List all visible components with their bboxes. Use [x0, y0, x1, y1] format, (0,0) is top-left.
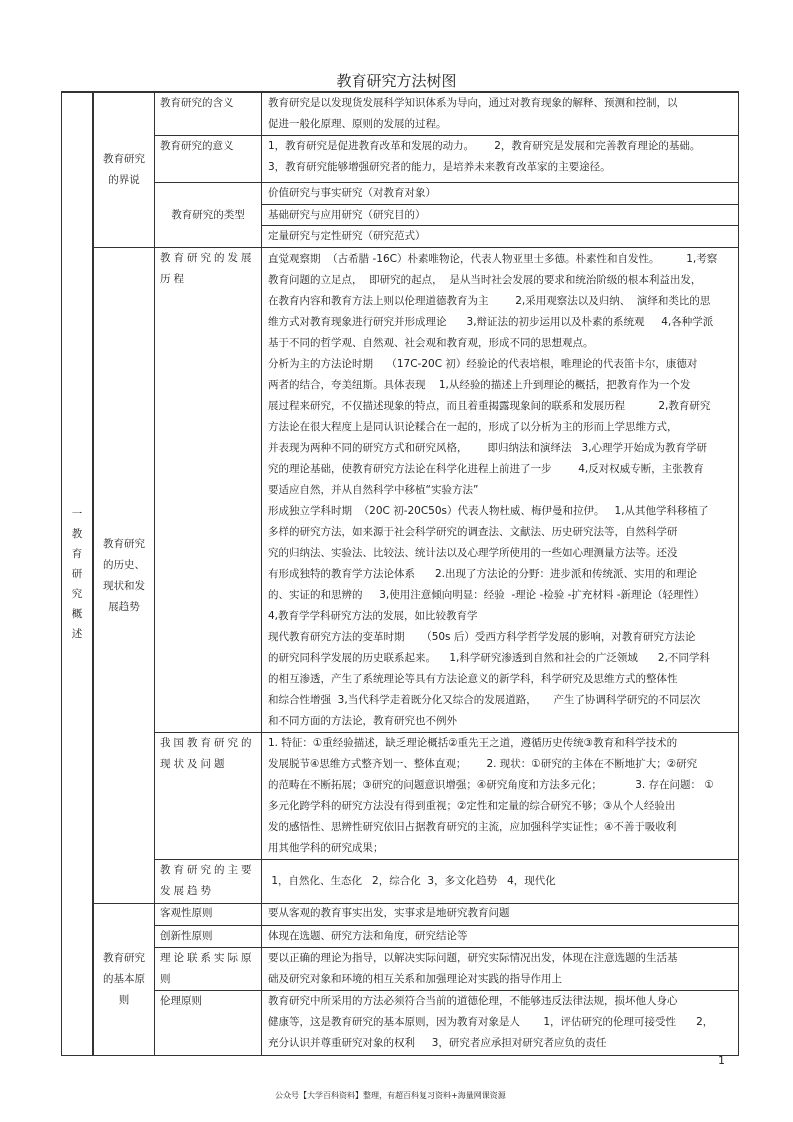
- text-line: 两者的结合，夸美纽斯。具体表现 1,从经验的描述上升到理论的概括，把教育作为一个发: [268, 379, 691, 391]
- text-line: 教育问题的立足点， 即研究的起点， 是从当时社会发展的要求和统治阶级的根本利益出发，: [268, 274, 702, 286]
- row-content: [262, 92, 739, 136]
- section-label: 教育研究的界说: [93, 92, 155, 248]
- text-line: 的、实证的和思辨的 3,使用注意倾向明显：经验 -理论 -检验 -扩充材料 -新理论（轻理性）: [268, 589, 705, 601]
- text-line: 多元化跨学科的研究方法没有得到重视；②定性和定量的综合研究不够；③从个人经验出: [268, 800, 676, 812]
- page-number: 1: [718, 1054, 725, 1067]
- text-line: 基于不同的哲学观、自然观、社会观和教育观，形成不同的思想观点。: [268, 337, 594, 349]
- text-line: 和不同方面的方法论，教育研究也不例外: [268, 715, 457, 727]
- page-title: 教育研究方法树图: [336, 72, 457, 90]
- text-line: 究的理论基础，使教育研究方法论在科学化进程上前进了一步 4,反对权威专断，主张教育: [268, 463, 704, 475]
- section-label: 教育研究的历史、现状和发展趋势: [93, 248, 155, 904]
- row-content: [262, 733, 739, 860]
- text-line: 础及研究对象和环境的相互关系和加强理论对实践的指导作用上: [268, 973, 562, 985]
- row-content: [262, 991, 739, 1056]
- text-line: 健康等，这是教育研究的基本原则，因为教育对象是人 1，评估研究的伦理可接受性 2，: [268, 1016, 714, 1028]
- chapter-text: 一教育研究概述: [71, 508, 83, 640]
- method-tree-table: [61, 91, 739, 1056]
- text-line: 的研究同科学发展的历史联系起来。 1,科学研究渗透到自然和社会的广泛领域 2,不同学科: [268, 652, 710, 664]
- text-line: 直觉观察期 （古希腊 -16C）朴素唯物论，代表人物亚里士多德。朴素性和自发性。 1,考察: [268, 253, 718, 265]
- row-content: [262, 948, 739, 991]
- text-line: 教育研究中所采用的方法必须符合当前的道德伦理，不能够违反法律法规，损坏他人身心: [268, 995, 678, 1007]
- text-line: 教育研究是以发现货发展科学知识体系为导向，通过对教育现象的解释、预测和控制，以: [268, 97, 678, 109]
- text-line: 现代教育研究方法的变革时期 （50s 后）受西方科学哲学发展的影响，对教育研究方法论: [268, 631, 696, 643]
- footer-note: 公众号【大学百科资料】整理，有超百科复习资料+海量网课资源: [275, 1091, 506, 1100]
- text-line: 4,教育学学科研究方法的发展，如比较教育学: [268, 610, 478, 622]
- row-label: 教育研究的发展历程: [155, 248, 262, 733]
- text-line: 充分认识并尊重研究对象的权利 3，研究者应承担对研究者应负的责任: [268, 1037, 607, 1049]
- text-line: 维方式对教育现象进行研究并形成理论 3,辩证法的初步运用以及朴素的系统观 4,各种学派: [268, 316, 714, 328]
- row-label: 教育研究的主要发展趋势: [155, 860, 262, 904]
- row-label: 客观性原则: [155, 904, 262, 926]
- section-label: 教育研究的基本原则: [93, 904, 155, 1056]
- text-line: 促进一般化原理、原则的发展的过程。: [268, 118, 447, 130]
- text-line: 和综合性增强 3,当代科学走着既分化又综合的发展道路， 产生了协调科学研究的不同层次: [268, 694, 701, 706]
- text-line: 要适应自然，并从自然科学中移植“实验方法”: [268, 484, 479, 496]
- text-line: 并表现为两种不同的研究方式和研究风格， 即归纳法和演绎法 3,心理学开始成为教育学研: [268, 442, 708, 454]
- chapter-label: [62, 92, 94, 1056]
- text-line: 有形成独特的教育学方法论体系 2.出现了方法论的分野：进步派和传统派、实用的和理论: [268, 568, 698, 580]
- text-line: 体现在选题、研究方法和角度，研究结论等: [268, 930, 468, 942]
- text-line: 在教育内容和教育方法上则以伦理道德教育为主 2,采用观察法以及归纳、 演绎和类比的思: [268, 295, 711, 307]
- text-line: 形成独立学科时期 （20C 初-20C50s）代表人物杜威、梅伊曼和拉伊。 1,从其他学科移植了: [268, 505, 709, 517]
- row-content: [262, 248, 739, 733]
- text-line: 1，教育研究是促进教育改革和发展的动力。 2，教育研究是发展和完善教育理论的基础。: [268, 140, 701, 152]
- row-label: 我国教育研究的现状及问题: [155, 733, 262, 860]
- row-content: [262, 860, 739, 904]
- text-line: 要以正确的理论为指导，以解决实际问题，研究实际情况出发，体现在注意选题的生活基: [268, 952, 678, 964]
- row-content: [262, 926, 739, 948]
- text-line: 1，自然化、生态化 2，综合化 3，多文化趋势 4，现代化: [268, 875, 556, 887]
- type-item: 定量研究与定性研究（研究范式）: [262, 226, 739, 248]
- row-label: 创新性原则: [155, 926, 262, 948]
- text-line: 多样的研究方法，如来源于社会科学研究的调查法、文献法、历史研究法等，自然科学研: [268, 526, 678, 538]
- text-line: 的相互渗透，产生了系统理论等具有方法论意义的新学科，科学研究及思维方式的整体性: [268, 673, 678, 685]
- row-label: 理论联系实际原则: [155, 948, 262, 991]
- text-line: 分析为主的方法论时期 （17C-20C 初）经验论的代表培根，唯理论的代表笛卡尔，康德对: [268, 358, 698, 370]
- text-line: 究的归纳法、实验法、比较法、统计法以及心理学所使用的一些如心理测量方法等。还没: [268, 547, 678, 559]
- row-content: [262, 904, 739, 926]
- text-line: 展过程来研究，不仅描述现象的特点，而且着重揭露现象间的联系和发展历程 2,教育研究: [268, 400, 711, 412]
- text-line: 要从客观的教育事实出发，实事求是地研究教育问题: [268, 907, 510, 919]
- type-item: 基础研究与应用研究（研究目的）: [262, 205, 739, 226]
- row-label: 伦理原则: [155, 991, 262, 1056]
- text-line: 方法论在很大程度上是同认识论糅合在一起的，形成了以分析为主的形而上学思维方式，: [268, 421, 678, 433]
- text-line: 发的感悟性、思辨性研究依旧占据教育研究的主流，应加强科学实证性；④不善于吸收利: [268, 821, 677, 833]
- row-label: 教育研究的类型: [155, 183, 262, 248]
- row-label: 教育研究的意义: [155, 136, 262, 183]
- type-item: 价值研究与事实研究（对教育对象）: [262, 183, 739, 205]
- text-line: 1. 特征：①重经验描述，缺乏理论概括②重先王之道，遵循历史传统③教育和科学技术的: [268, 737, 678, 749]
- row-content: [262, 136, 739, 183]
- text-line: 的范畴在不断拓展；③研究的问题意识增强；④研究角度和方法多元化； 3. 存在问题： ①: [268, 779, 714, 791]
- text-line: 3，教育研究能够增强研究者的能力，是培养未来教育改革家的主要途径。: [268, 161, 611, 173]
- text-line: 发展脱节④思维方式整齐划一、整体直观； 2. 现状：①研究的主体在不断地扩大；②研究: [268, 758, 698, 770]
- row-label: 教育研究的含义: [155, 92, 262, 136]
- text-line: 用其他学科的研究成果；: [268, 842, 384, 854]
